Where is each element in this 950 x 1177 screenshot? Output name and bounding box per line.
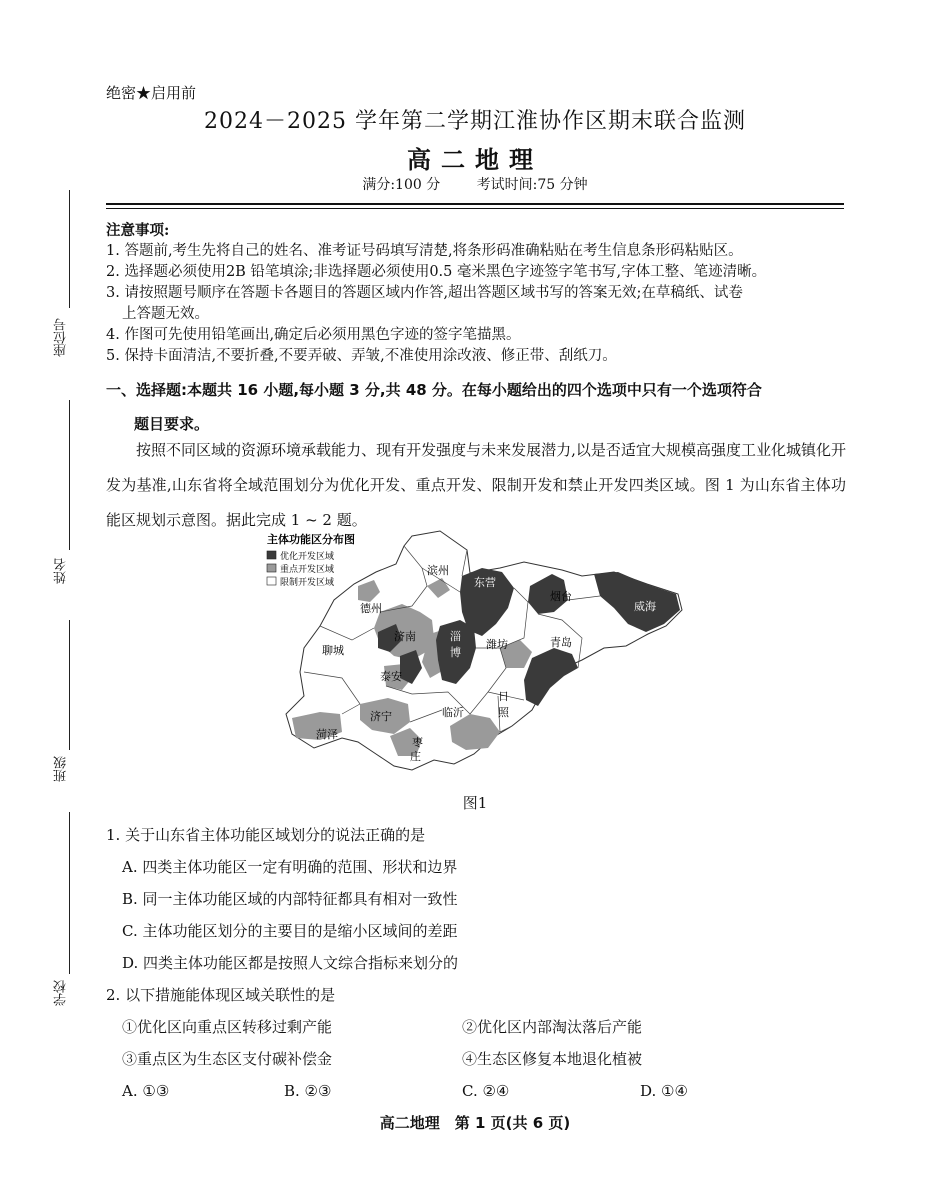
map-title: 主体功能区分布图 — [267, 533, 355, 546]
option-d[interactable]: D. 四类主体功能区都是按照人文综合指标来划分的 — [122, 954, 459, 972]
city-label-linyi: 临沂 — [442, 706, 464, 719]
figure-caption: 图1 — [462, 794, 488, 812]
city-label-jinan: 济南 — [394, 630, 416, 643]
option-c[interactable]: C. ②④ — [462, 1082, 510, 1100]
legend-swatch-restricted — [267, 577, 276, 585]
note-item-continued: 上答题无效。 — [122, 306, 209, 322]
full-score: 满分:100 分 — [362, 177, 441, 193]
city-label-yantai: 烟台 — [550, 590, 572, 603]
exam-title: 2024－2025 学年第二学期江淮协作区期末联合监测 — [204, 109, 746, 134]
city-label-weifang: 潍坊 — [486, 638, 508, 651]
section-heading-line2: 题目要求。 — [134, 415, 210, 433]
legend-optimized: 优化开发区域 — [280, 552, 335, 562]
note-item: 1. 答题前,考生先将自己的姓名、准考证号码填写清楚,将条形码准确粘贴在考生信息条形码粘贴区。 — [106, 243, 743, 259]
seat-line-lower — [69, 400, 70, 550]
legend-swatch-key — [267, 564, 276, 572]
city-label-zaozhuang-2: 庄 — [410, 750, 421, 763]
city-label-rizhao-1: 日 — [498, 690, 509, 703]
city-label-qingdao: 青岛 — [550, 636, 572, 649]
exam-meta — [0, 174, 950, 194]
city-label-zibo-1: 淄 — [450, 630, 461, 643]
question-2-stem: 2. 以下措施能体现区域关联性的是 — [106, 986, 336, 1004]
city-label-zaozhuang-1: 枣 — [412, 736, 423, 749]
statement-4: ④生态区修复本地退化植被 — [462, 1050, 643, 1068]
seat-line — [69, 190, 70, 308]
legend-restricted: 限制开发区域 — [280, 578, 335, 588]
city-label-jining: 济宁 — [370, 710, 392, 723]
city-label-taian: 泰安 — [380, 670, 402, 683]
question-stem: 1. 关于山东省主体功能区域划分的说法正确的是 — [106, 826, 426, 844]
city-label-heze: 菏泽 — [316, 728, 338, 741]
legend-swatch-optimized — [267, 551, 276, 559]
page-footer: 高二地理 第 1 页(共 6 页) — [379, 1114, 571, 1132]
shandong-function-zone-map — [262, 528, 692, 788]
school-label: 学校 — [54, 980, 69, 1006]
section-heading-line1: 一、选择题:本题共 16 小题,每小题 3 分,共 48 分。在每小题给出的四个选项中只有一个选项符合 — [106, 381, 762, 399]
exam-time: 考试时间:75 分钟 — [476, 177, 588, 193]
seat-label: 座位号 — [54, 318, 69, 357]
class-label: 班级 — [54, 756, 69, 782]
option-a[interactable]: A. 四类主体功能区一定有明确的范围、形状和边界 — [122, 858, 458, 876]
class-line-lower — [69, 812, 70, 974]
reading-passage: 按照不同区域的资源环境承载能力、现有开发强度与未来发展潜力,以是否适宜大规模高强度工业化城镇化开发为基准,山东省将全域范围划分为优化开发、重点开发、限制开发和禁止开发四类区域。图 1 为山东省主体功能区规划示意图。据此完成 1 ~ 2 题。 — [106, 441, 846, 529]
name-line-lower — [69, 620, 70, 750]
subject-title: 高二地理 — [407, 145, 543, 174]
city-label-weihai: 威海 — [634, 600, 656, 613]
name-label: 姓名 — [54, 558, 69, 584]
option-d[interactable]: D. ①④ — [640, 1082, 688, 1100]
statement-3: ③重点区为生态区支付碳补偿金 — [122, 1050, 333, 1068]
city-label-dongying: 东营 — [474, 576, 496, 589]
header-rule-thick — [106, 203, 844, 205]
note-item: 4. 作图可先使用铅笔画出,确定后必须用黑色字迹的签字笔描黑。 — [106, 327, 521, 343]
city-label-binzhou: 滨州 — [427, 564, 449, 577]
legend-key: 重点开发区域 — [280, 565, 335, 575]
question-1 — [106, 819, 846, 979]
city-label-zibo-2: 博 — [450, 646, 461, 659]
city-label-liaocheng: 聊城 — [322, 644, 344, 657]
option-c[interactable]: C. 主体功能区划分的主要目的是缩小区域间的差距 — [122, 922, 458, 940]
header-rule-thin — [106, 208, 844, 209]
notes-block — [106, 220, 846, 367]
statement-2: ②优化区内部淘汰落后产能 — [462, 1018, 643, 1036]
notes-heading: 注意事项: — [106, 222, 170, 239]
section-heading — [106, 373, 846, 441]
note-item: 5. 保持卡面清洁,不要折叠,不要弄破、弄皱,不准使用涂改液、修正带、刮纸刀。 — [106, 348, 617, 364]
option-b[interactable]: B. ②③ — [284, 1082, 332, 1100]
city-label-rizhao-2: 照 — [498, 706, 509, 719]
city-label-dezhou: 德州 — [360, 602, 382, 615]
option-b[interactable]: B. 同一主体功能区域的内部特征都具有相对一致性 — [122, 890, 458, 908]
option-a[interactable]: A. ①③ — [122, 1082, 170, 1100]
note-item: 2. 选择题必须使用2B 铅笔填涂;非选择题必须使用0.5 毫米黑色字迹签字笔书写,字体工整、笔迹清晰。 — [106, 264, 767, 280]
note-item: 3. 请按照题号顺序在答题卡各题目的答题区域内作答,超出答题区域书写的答案无效;在草稿纸、试卷 — [106, 285, 743, 301]
statement-1: ①优化区向重点区转移过剩产能 — [122, 1018, 333, 1036]
confidential-mark: 绝密★启用前 — [106, 84, 197, 102]
